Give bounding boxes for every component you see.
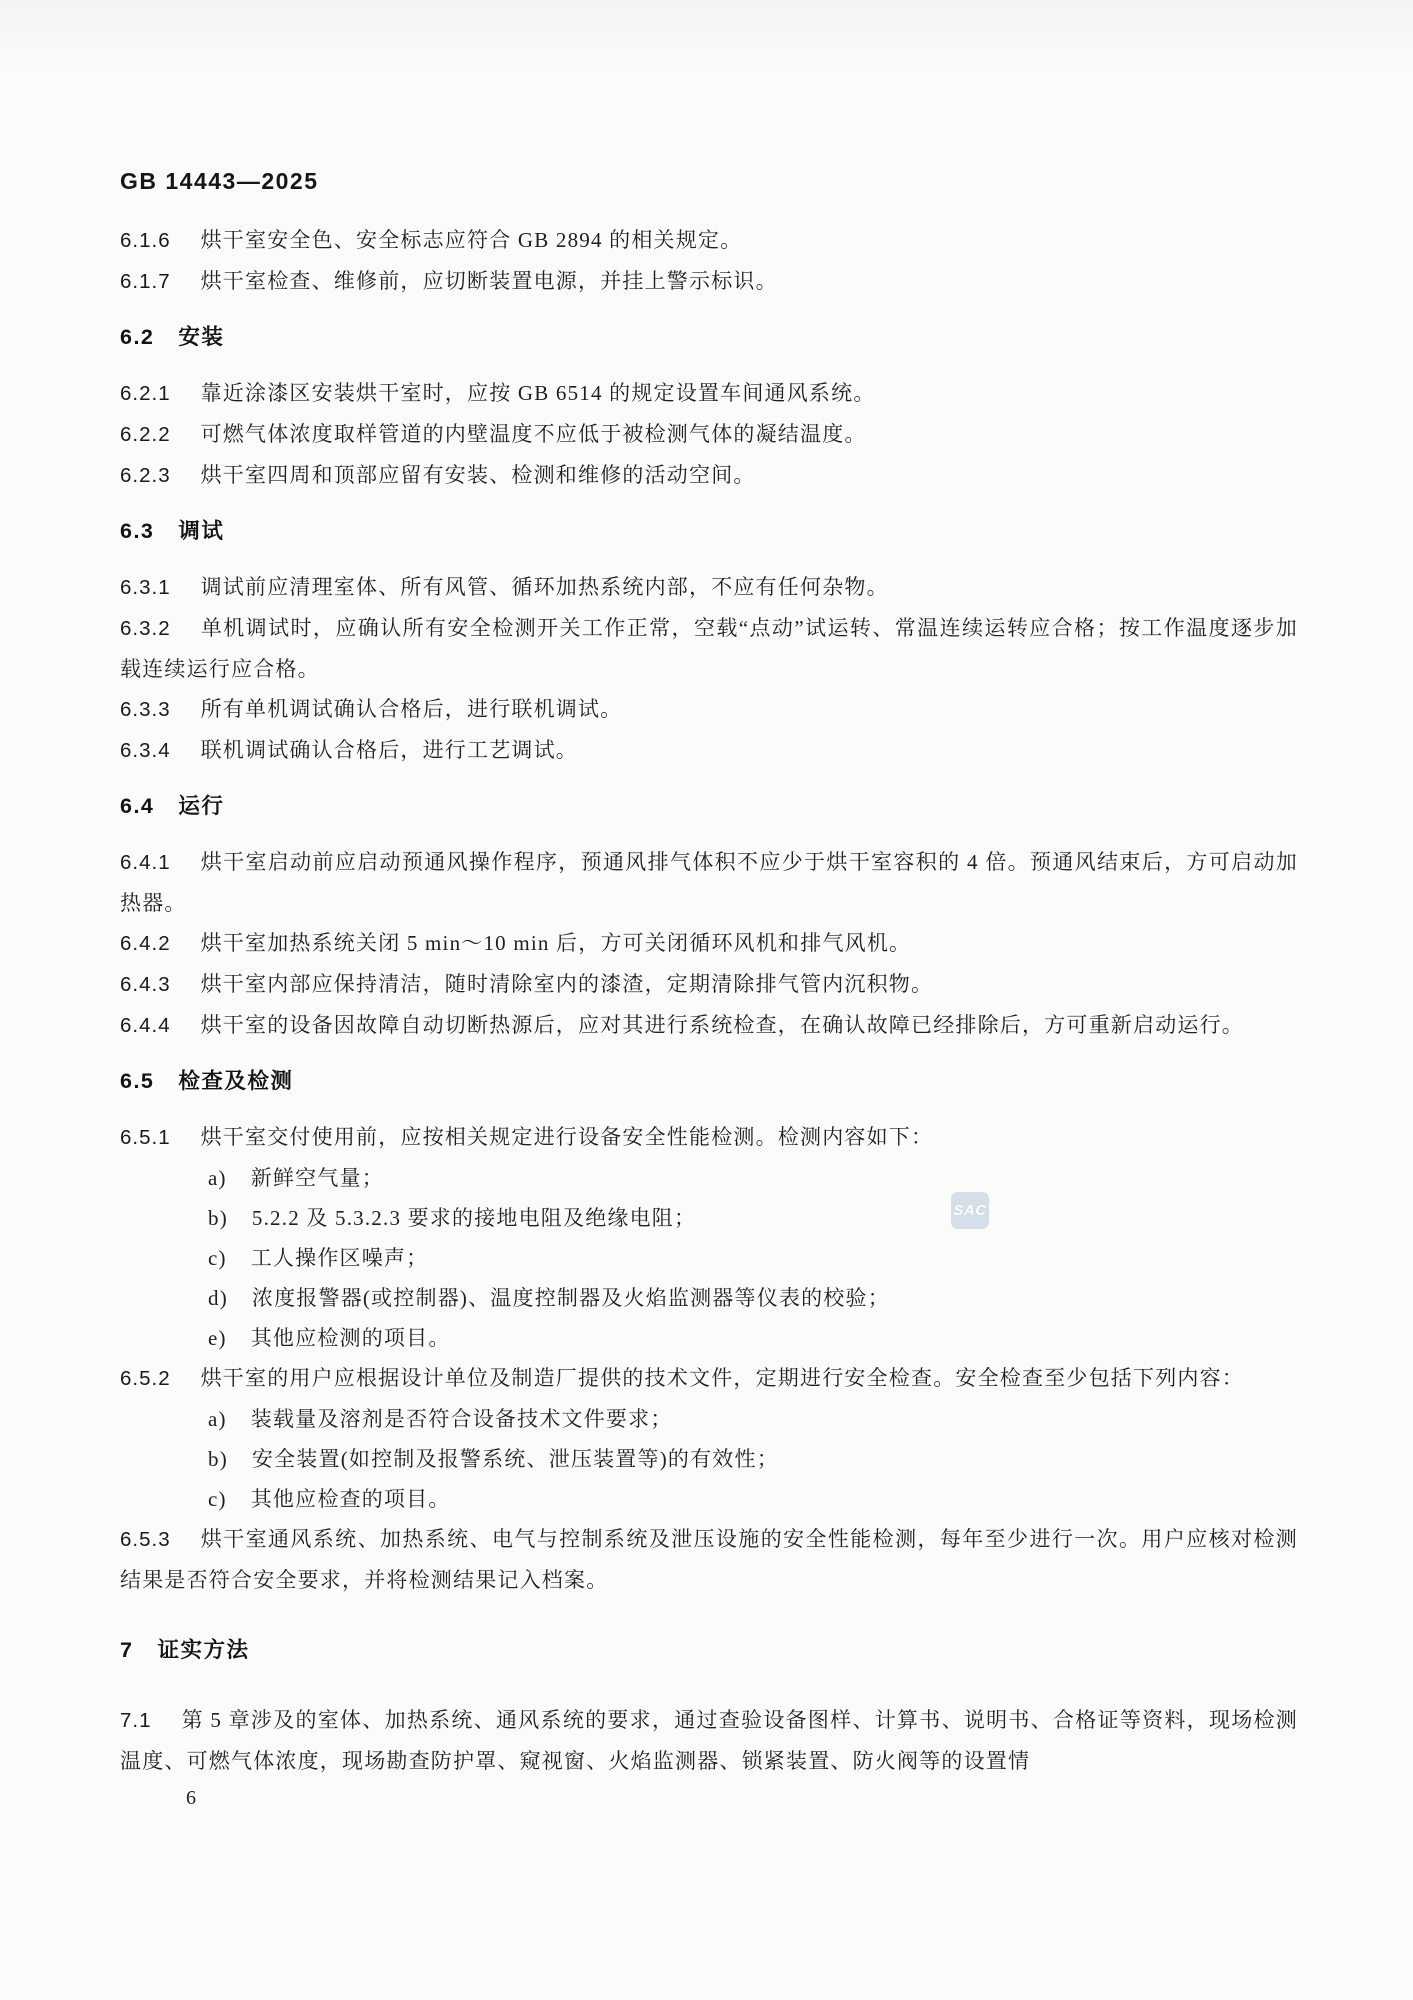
clause-6-2-1	[120, 373, 1298, 414]
clause-number: 6.2.1	[120, 382, 171, 405]
heading-text: 安装	[178, 325, 225, 349]
heading-text: 检查及检测	[178, 1069, 294, 1093]
clause-6-5-3	[120, 1519, 1298, 1600]
clause-number: 6.3.1	[120, 576, 171, 599]
clause-text: 联机调试确认合格后，进行工艺调试。	[200, 738, 579, 762]
list-item-6-5-2-b	[208, 1439, 1298, 1479]
heading-number: 6.4	[120, 794, 155, 818]
heading-text: 运行	[178, 794, 225, 818]
clause-text: 所有单机调试确认合格后，进行联机调试。	[200, 697, 623, 721]
clause-6-5-1	[120, 1117, 1298, 1158]
sac-logo-icon: SAC	[953, 1202, 987, 1219]
list-item-6-5-2-c	[208, 1479, 1298, 1519]
clause-6-4-2	[120, 923, 1298, 964]
list-text: 新鲜空气量；	[250, 1166, 384, 1190]
clause-number: 7.1	[120, 1709, 152, 1732]
clause-text: 烘干室启动前应启动预通风操作程序，预通风排气体积不应少于烘干室容积的 4 倍。预通风结束后，方可启动加热器。	[120, 850, 1298, 915]
clause-number: 6.4.4	[120, 1014, 171, 1037]
clause-7-1	[120, 1700, 1298, 1781]
clause-text: 烘干室交付使用前，应按相关规定进行设备安全性能检测。检测内容如下：	[200, 1125, 934, 1149]
clause-number: 6.3.4	[120, 739, 171, 762]
clause-6-3-1	[120, 567, 1298, 608]
list-text: 工人操作区噪声；	[250, 1246, 429, 1270]
list-text: 其他应检查的项目。	[250, 1487, 451, 1511]
section-heading-6-4	[120, 786, 1298, 826]
clause-6-2-2	[120, 414, 1298, 455]
clause-6-4-3	[120, 964, 1298, 1005]
standard-number: GB 14443—2025	[120, 168, 319, 194]
clause-number: 6.5.2	[120, 1367, 171, 1390]
clause-text: 烘干室通风系统、加热系统、电气与控制系统及泄压设施的安全性能检测，每年至少进行一次。用户应核对检测结果是否符合安全要求，并将检测结果记入档案。	[120, 1527, 1298, 1592]
clause-6-4-4	[120, 1005, 1298, 1046]
clause-6-5-2	[120, 1358, 1298, 1399]
clause-text: 烘干室四周和顶部应留有安装、检测和维修的活动空间。	[200, 463, 756, 487]
clause-text: 可燃气体浓度取样管道的内壁温度不应低于被检测气体的凝结温度。	[200, 422, 867, 446]
list-item-6-5-1-b	[208, 1198, 1298, 1238]
list-label: d)	[208, 1286, 228, 1310]
list-item-6-5-1-a	[208, 1158, 1298, 1198]
clause-text: 调试前应清理室体、所有风管、循环加热系统内部，不应有任何杂物。	[200, 575, 889, 599]
clause-number: 6.1.6	[120, 229, 171, 252]
clause-text: 烘干室加热系统关闭 5 min～10 min 后，方可关闭循环风机和排气风机。	[200, 931, 912, 955]
clause-6-3-4	[120, 730, 1298, 771]
clause-text: 单机调试时，应确认所有安全检测开关工作正常，空载“点动”试运转、常温连续运转应合格；按工作温度逐步加载连续运行应合格。	[120, 616, 1298, 681]
list-label: b)	[208, 1206, 228, 1230]
list-text: 其他应检测的项目。	[250, 1326, 451, 1350]
clause-number: 6.5.3	[120, 1528, 171, 1551]
list-label: a)	[208, 1166, 227, 1190]
heading-number: 6.5	[120, 1069, 155, 1093]
clause-number: 6.2.3	[120, 464, 171, 487]
clause-text: 第 5 章涉及的室体、加热系统、通风系统的要求，通过查验设备图样、计算书、说明书、合格证等资料，现场检测温度、可燃气体浓度，现场勘查防护罩、窥视窗、火焰监测器、锁紧装置、防火阀等的设置情	[120, 1708, 1298, 1773]
list-item-6-5-2-a	[208, 1399, 1298, 1439]
clause-number: 6.2.2	[120, 423, 171, 446]
list-item-6-5-1-d	[208, 1278, 1298, 1318]
clause-number: 6.4.2	[120, 932, 171, 955]
list-item-6-5-1-e	[208, 1318, 1298, 1358]
section-heading-6-5	[120, 1061, 1298, 1101]
clause-number: 6.4.1	[120, 851, 171, 874]
heading-text: 调试	[178, 519, 225, 543]
list-label: e)	[208, 1326, 227, 1350]
heading-text: 证实方法	[157, 1638, 250, 1662]
clause-number: 6.3.2	[120, 617, 171, 640]
heading-number: 6.2	[120, 325, 155, 349]
list-text: 浓度报警器(或控制器)、温度控制器及火焰监测器等仪表的校验；	[251, 1286, 890, 1310]
clause-6-3-2	[120, 608, 1298, 689]
clause-text: 烘干室检查、维修前，应切断装置电源，并挂上警示标识。	[200, 269, 778, 293]
heading-number: 6.3	[120, 519, 155, 543]
list-item-6-5-1-c	[208, 1238, 1298, 1278]
clause-number: 6.3.3	[120, 698, 171, 721]
clause-number: 6.1.7	[120, 270, 171, 293]
clause-6-1-6	[120, 220, 1298, 261]
clause-text: 靠近涂漆区安装烘干室时，应按 GB 6514 的规定设置车间通风系统。	[200, 381, 876, 405]
chapter-heading-7	[120, 1630, 1298, 1670]
clause-6-4-1	[120, 842, 1298, 923]
clause-text: 烘干室内部应保持清洁，随时清除室内的漆渣，定期清除排气管内沉积物。	[200, 972, 934, 996]
section-heading-6-2	[120, 317, 1298, 357]
section-heading-6-3	[120, 511, 1298, 551]
clause-text: 烘干室的用户应根据设计单位及制造厂提供的技术文件，定期进行安全检查。安全检查至少包括下列内容：	[200, 1366, 1245, 1390]
clause-6-2-3	[120, 455, 1298, 496]
list-text: 安全装置(如控制及报警系统、泄压装置等)的有效性；	[251, 1447, 779, 1471]
list-text: 5.2.2 及 5.3.2.3 要求的接地电阻及绝缘电阻；	[251, 1206, 697, 1230]
clause-6-3-3	[120, 689, 1298, 730]
clause-number: 6.4.3	[120, 973, 171, 996]
clause-text: 烘干室安全色、安全标志应符合 GB 2894 的相关规定。	[200, 228, 743, 252]
list-text: 装载量及溶剂是否符合设备技术文件要求；	[250, 1407, 673, 1431]
list-label: a)	[208, 1407, 227, 1431]
heading-number: 7	[120, 1638, 134, 1662]
page-number: 6	[186, 1787, 197, 1809]
clause-text: 烘干室的设备因故障自动切断热源后，应对其进行系统检查，在确认故障已经排除后，方可重新启动运行。	[200, 1013, 1245, 1037]
clause-6-1-7	[120, 261, 1298, 302]
list-label: c)	[208, 1487, 227, 1511]
list-label: b)	[208, 1447, 228, 1471]
list-label: c)	[208, 1246, 227, 1270]
clause-number: 6.5.1	[120, 1126, 171, 1149]
